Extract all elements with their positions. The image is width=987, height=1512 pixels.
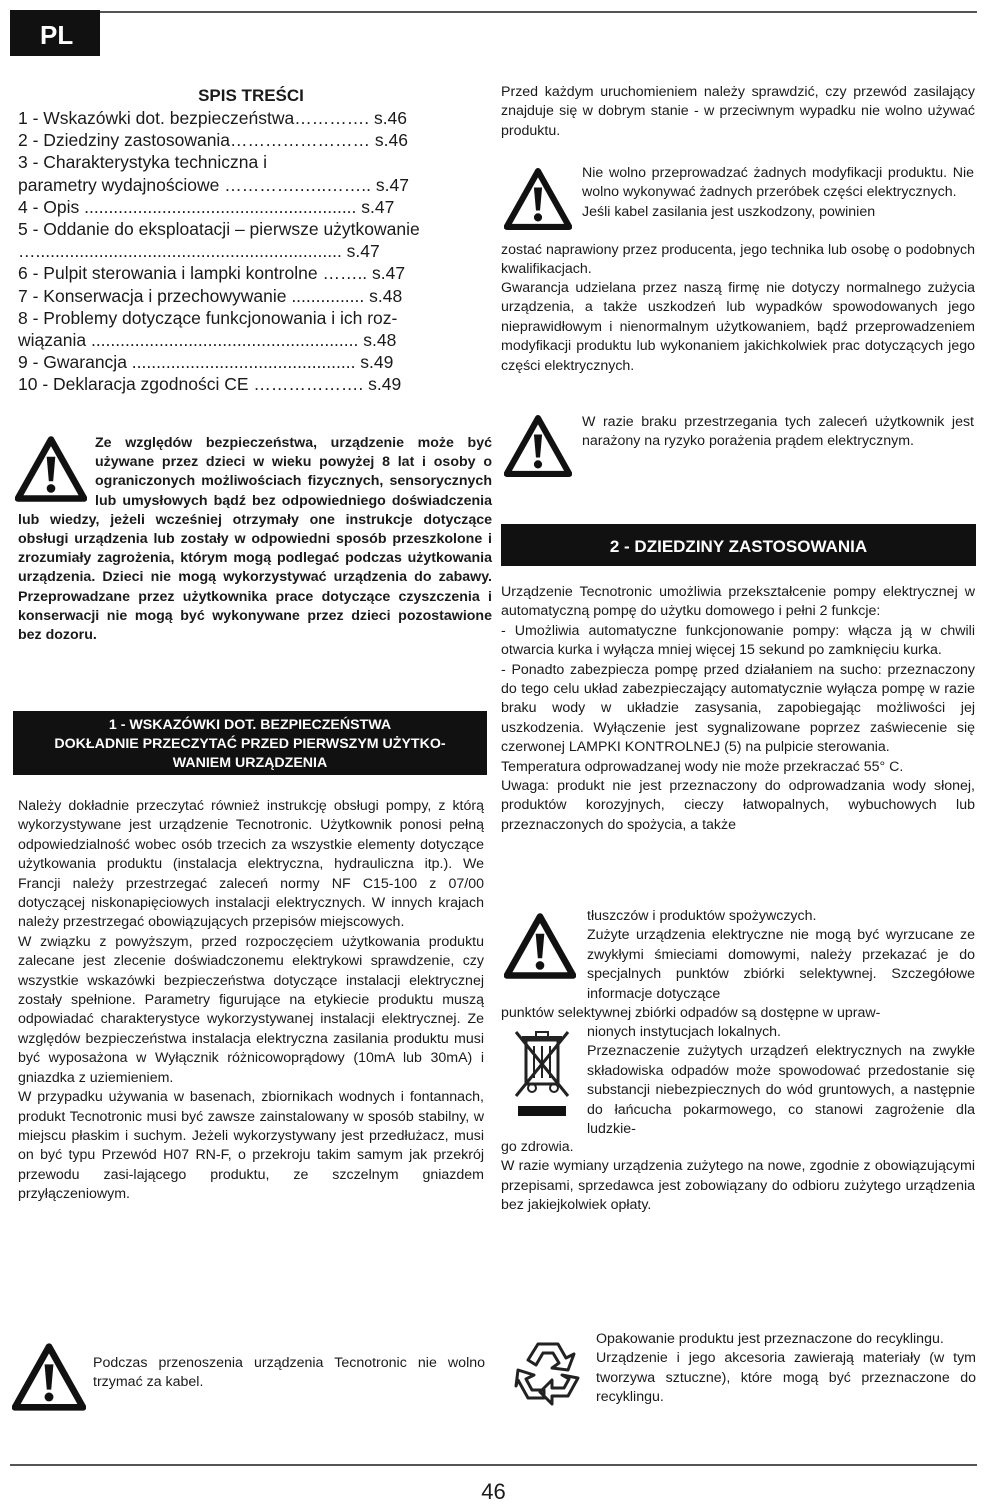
warning-icon [504,166,572,232]
toc-line: wiązania ....................................................... s.48 [18,330,397,351]
toc-line: 1 - Wskazówki dot. bezpieczeństwa…………. s.46 [18,108,408,128]
disposal-text-a [587,907,975,1004]
paragraph: Zużyte urządzenia elektryczne nie mogą być wyrzucane ze zwykłymi śmieciami domowymi, należy przekazać je do specjalnych punktów zbiórki selektywnej. Szczegółowe informacje dotyczące [587,927,975,1002]
table-of-contents [18,107,458,396]
paragraph: Urządzenie Tecnotronic umożliwia przekształcenie pompy elektrycznej w automatyczną pompę do użytku domowego i pełni 2 funkcje: [501,584,975,620]
modification-warning-text: Nie wolno przeprowadzać żadnych modyfikacji produktu. Nie wolno wykonywać żadnych przeróbek części elektrycznych. [582,165,974,201]
paragraph: Uwaga: produkt nie jest przeznaczony do odprowadzania wody słonej, produktów korozyjnych, cieczy łatwopalnych, wybuchowych lub przeznaczonych do spożycia, a także [501,778,975,833]
repair-paragraph: zostać naprawiony przez producenta, jego technika lub osobę o podobnych kwalifikacjach. [501,242,975,278]
paragraph-cont: tłuszczów i produktów spożywczych. [587,908,817,924]
warning-icon [504,413,572,479]
paragraph: Przeznaczenie zużytych urządzeń elektrycznych na zwykłe składowiska odpadów może spowodować przedostanie się substancji niebezpiecznych do wód gruntowych, a następnie do łańcucha pokarmowego, co stanowi zagrożenie dla ludzkie- [587,1043,975,1138]
paragraph-cont: go zdrowia. [501,1139,574,1155]
toc-line: 7 - Konserwacja i przechowywanie ............... s.48 [18,285,403,306]
toc-line: 2 - Dziedziny zastosowania…………………… s.46 [18,130,408,151]
paragraph: W związku z powyższym, przed rozpoczęciem użytkowania produktu zalecane jest zlecenie doświadczonemu elektrykowi sprawdzenie, czy wszystkie wskazówki bezpieczeństwa dotyczące instalacji elektrycznej zostały spełnione. Parametry figurujące na etykiecie produktu muszą odpowiadać charakterystyce wykorzystywanej instalacji elektrycznej. Ze względów bezpieczeństwa instalacja elektryczna zasilania produktu musi być wyposażona w Wyłącznik różnicowoprądowy (10mA lub 30mA) i gniazdka z uziemieniem. [18,933,484,1086]
paragraph: Urządzenie i jego akcesoria zawierają materiały (w tym tworzywa sztuczne), które mogą być przeznaczone do recyklingu. [596,1350,976,1406]
toc-line: …............................................................... s.47 [18,241,380,262]
paragraph: Należy dokładnie przeczytać również instrukcję obsługi pompy, z którą wykorzystywane jest urządzenie Tecnotronic. Użytkownik ponosi pełną odpowiedzialność wobec osób trzecich za wszystkie elementy dotyczące użytkowania produktu (instalacja elektryczna, hydrauliczna itp.). We Francji należy przestrzegać zaleceń normy NF C15-100 z 07/00 dotyczącej niskonapięciowych instalacji elektrycznych. W innych krajach należy przestrzegać obowiązujących przepisów miejscowych. [18,798,484,931]
warning-icon [12,1336,86,1418]
electric-shock-warning: W razie braku przestrzegania tych zaleceń użytkownik jest narażony na ryzyko porażenia prądem elektrycznym. [582,414,974,450]
toc-line: 9 - Gwarancja .............................................. s.49 [18,352,394,373]
section-1-title-line: WANIEM URZĄDZENIA [172,755,328,771]
toc-line: 3 - Charakterystyka techniczna i [18,152,267,173]
language-badge: PL [10,10,100,56]
crossed-bin-icon [512,1026,572,1118]
section-1-title-line: 1 - WSKAZÓWKI DOT. BEZPIECZEŃSTWA [108,717,392,733]
page-number: 46 [481,1479,506,1504]
disposal-line: punktów selektywnej zbiórki odpadów są dostępne w upraw- [501,1005,881,1021]
section-2-header: 2 - DZIEDZINY ZASTOSOWANIA [501,524,976,566]
paragraph: Temperatura odprowadzanej wody nie może przekraczać 55° C. [501,758,904,775]
toc-line: 4 - Opis ........................................................ s.47 [18,196,395,217]
toc-line: 10 - Deklaracja zgodności CE ………………. s.49 [18,374,402,395]
bottom-rule [10,1464,977,1466]
section-1-title-line: DOKŁADNIE PRZECZYTAĆ PRZED PIERWSZYM UŻYTKO- [54,736,446,752]
cable-damage-text: Jeśli kabel zasilania jest uszkodzony, powinien [582,203,876,220]
warranty-paragraph: Gwarancja udzielana przez naszą firmę nie dotyczy normalnego zużycia urządzenia, a także uszkodzeń lub wypadków spowodowanych jego nieprawidłowym i nienormalnym użytkowaniem, bądź przeprowadzeniem modyfikacji produktu lub wykonaniem jakichkolwiek prac dotyczących jego części elektrycznych. [501,280,975,374]
paragraph: W przypadku używania w basenach, zbiornikach wodnych i fontannach, produkt Tecnotronic musi być zawsze zainstalowany w sposób stabilny, w miejscu płaskim i suchym. Jeżeli wykorzystywany jest przedłużacz, musi on być typu Przewód H07 RN-F, o przekroju takim samym jak przekrój przewodu zasi-lającego produktu, ze szczelnym gniazdem przyłączeniowym. [18,1089,484,1203]
paragraph: - Ponadto zabezpiecza pompę przed działaniem na sucho: przeznaczony do tego celu układ zabezpieczający automatycznie wyłącza pompę w razie braku wody w układzie zasysania, zapobiegając możliwości jej uszkodzenia. Wyłączenie jest sygnalizowane poprzez zaświecenie się czerwonej LAMPKI KONTROLNEJ (5) na pulpicie sterowania. [501,661,975,756]
toc-line: 5 - Oddanie do eksploatacji – pierwsze użytkowanie [18,219,420,240]
top-rule [10,11,977,13]
section-2-body [501,583,975,835]
paragraph: Opakowanie produktu jest przeznaczone do recyklingu. [596,1331,944,1347]
cable-warning-text: Podczas przenoszenia urządzenia Tecnotronic nie wolno trzymać za kabel. [93,1355,485,1391]
modification-warning [582,164,974,222]
toc-line: 8 - Problemy dotyczące funkcjonowania i ich roz- [18,307,398,328]
warning-icon [504,910,576,982]
children-warning-text: Ze względów bezpieczeństwa, urządzenie może być używane przez dzieci w wieku powyżej 8 lat i osoby o ograniczonych możliwościach fizycznych, sensorycznych lub umysłowych bądź bez odpowiedniego doświadczenia lub wiedzy, jeżeli wcześniej otrzymały one instrukcje dotyczące obsługi urządzenia lub zostały w odpowiedni sposób przeszkolone i zrozumiały zagrożenia, którym mogą podlegać podczas użytkowania urządzenia. Dzieci nie mogą wykorzystywać urządzenia do zabawy. Przeprowadzane przez użytkownika prace dotyczące czyszczenia i konserwacji nie mogą być wykonywane przez dzieci pozostawione bez dozoru. [18,435,492,644]
paragraph-cont: nionych instytucjach lokalnych. [587,1024,781,1040]
paragraph: W razie wymiany urządzenia zużytego na nowe, zgodnie z obowiązującymi przepisami, sprzedawca jest zobowiązany do odbioru zużytego urządzenia bez jakiejkolwiek opłaty. [501,1158,975,1214]
toc-line: 6 - Pulpit sterowania i lampki kontrolne …….. s.47 [18,263,406,284]
warning-icon [15,434,87,504]
section-1-header [13,711,487,775]
disposal-text-b [587,1023,975,1139]
toc-title: SPIS TREŚCI [198,86,304,105]
children-warning-block [18,434,492,645]
recycling-text [596,1330,976,1408]
power-cord-check-paragraph: Przed każdym uruchomieniem należy sprawdzić, czy przewód zasilający znajduje się w dobrym stanie - w przeciwnym wypadku nie wolno używać produktu. [501,84,975,139]
paragraph: - Umożliwia automatyczne funkcjonowanie pompy: włącza ją w chwili otwarcia kurka i wyłącza mniej więcej 15 sekund po zamknięciu kurka. [501,622,975,659]
disposal-text-c [501,1138,975,1216]
recycling-icon [508,1334,588,1414]
toc-line: parametry wydajnościowe ………….…..…….. s.47 [18,174,409,195]
section-1-body [18,797,484,1205]
